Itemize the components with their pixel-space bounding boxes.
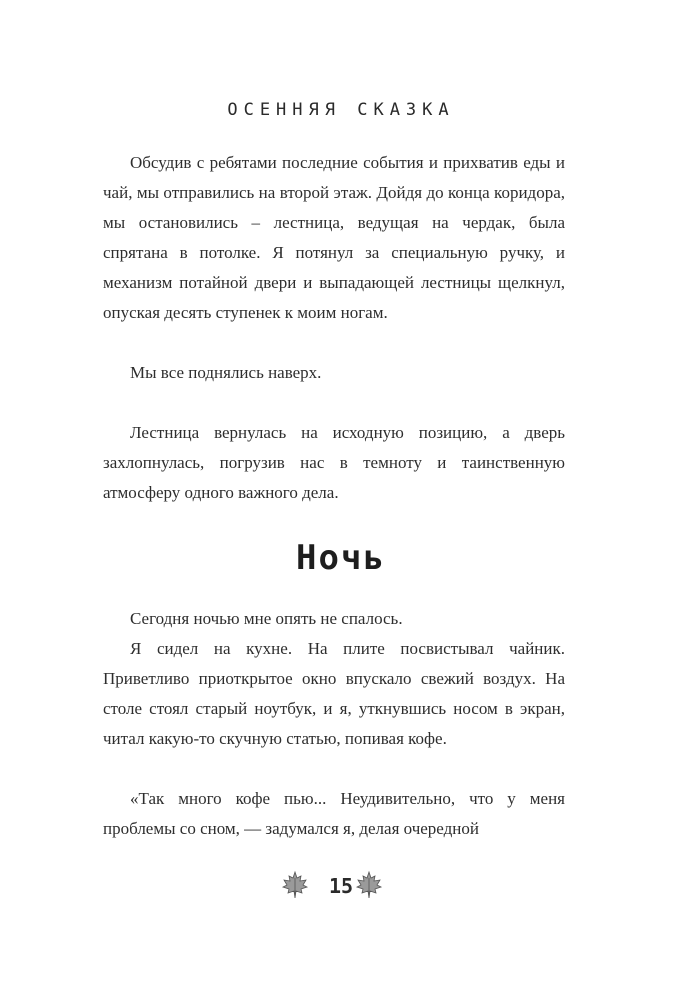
running-head: ОСЕННЯЯ СКАЗКА (227, 100, 455, 120)
maple-leaf-icon (354, 870, 384, 900)
page-footer (0, 866, 682, 906)
page-number: 15 (328, 874, 354, 898)
section-1-text (103, 148, 565, 508)
paragraph: Сегодня ночью мне опять не спалось. (130, 609, 403, 628)
paragraph: Я сидел на кухне. На плите посвистывал чайник. Приветливо приоткрытое окно впускало свежий воздух. На столе стоял старый ноутбук, и я, уткнувшись носом в экран, читал какую-то скучную статью, попивая кофе. (103, 639, 565, 748)
paragraph: Лестница вернулась на исходную позицию, а дверь захлопнулась, погрузив нас в темноту и таинственную атмосферу одного важного дела. (103, 423, 565, 502)
paragraph: «Так много кофе пью... Неудивительно, что у меня проблемы со сном, — задумался я, делая очередной (103, 789, 565, 838)
chapter-text (103, 604, 565, 844)
paragraph: Обсудив с ребятами последние события и прихватив еды и чай, мы отправились на второй этаж. Дойдя до конца коридора, мы остановились – лестница, ведущая на чердак, была спрятана в потолке. Я потянул за специальную ручку, и механизм потайной двери и выпадающей лестницы щелкнул, опуская десять ступенек к моим ногам. (103, 153, 565, 322)
chapter-title: Ночь (296, 538, 386, 578)
paragraph: Мы все поднялись наверх. (130, 363, 322, 382)
